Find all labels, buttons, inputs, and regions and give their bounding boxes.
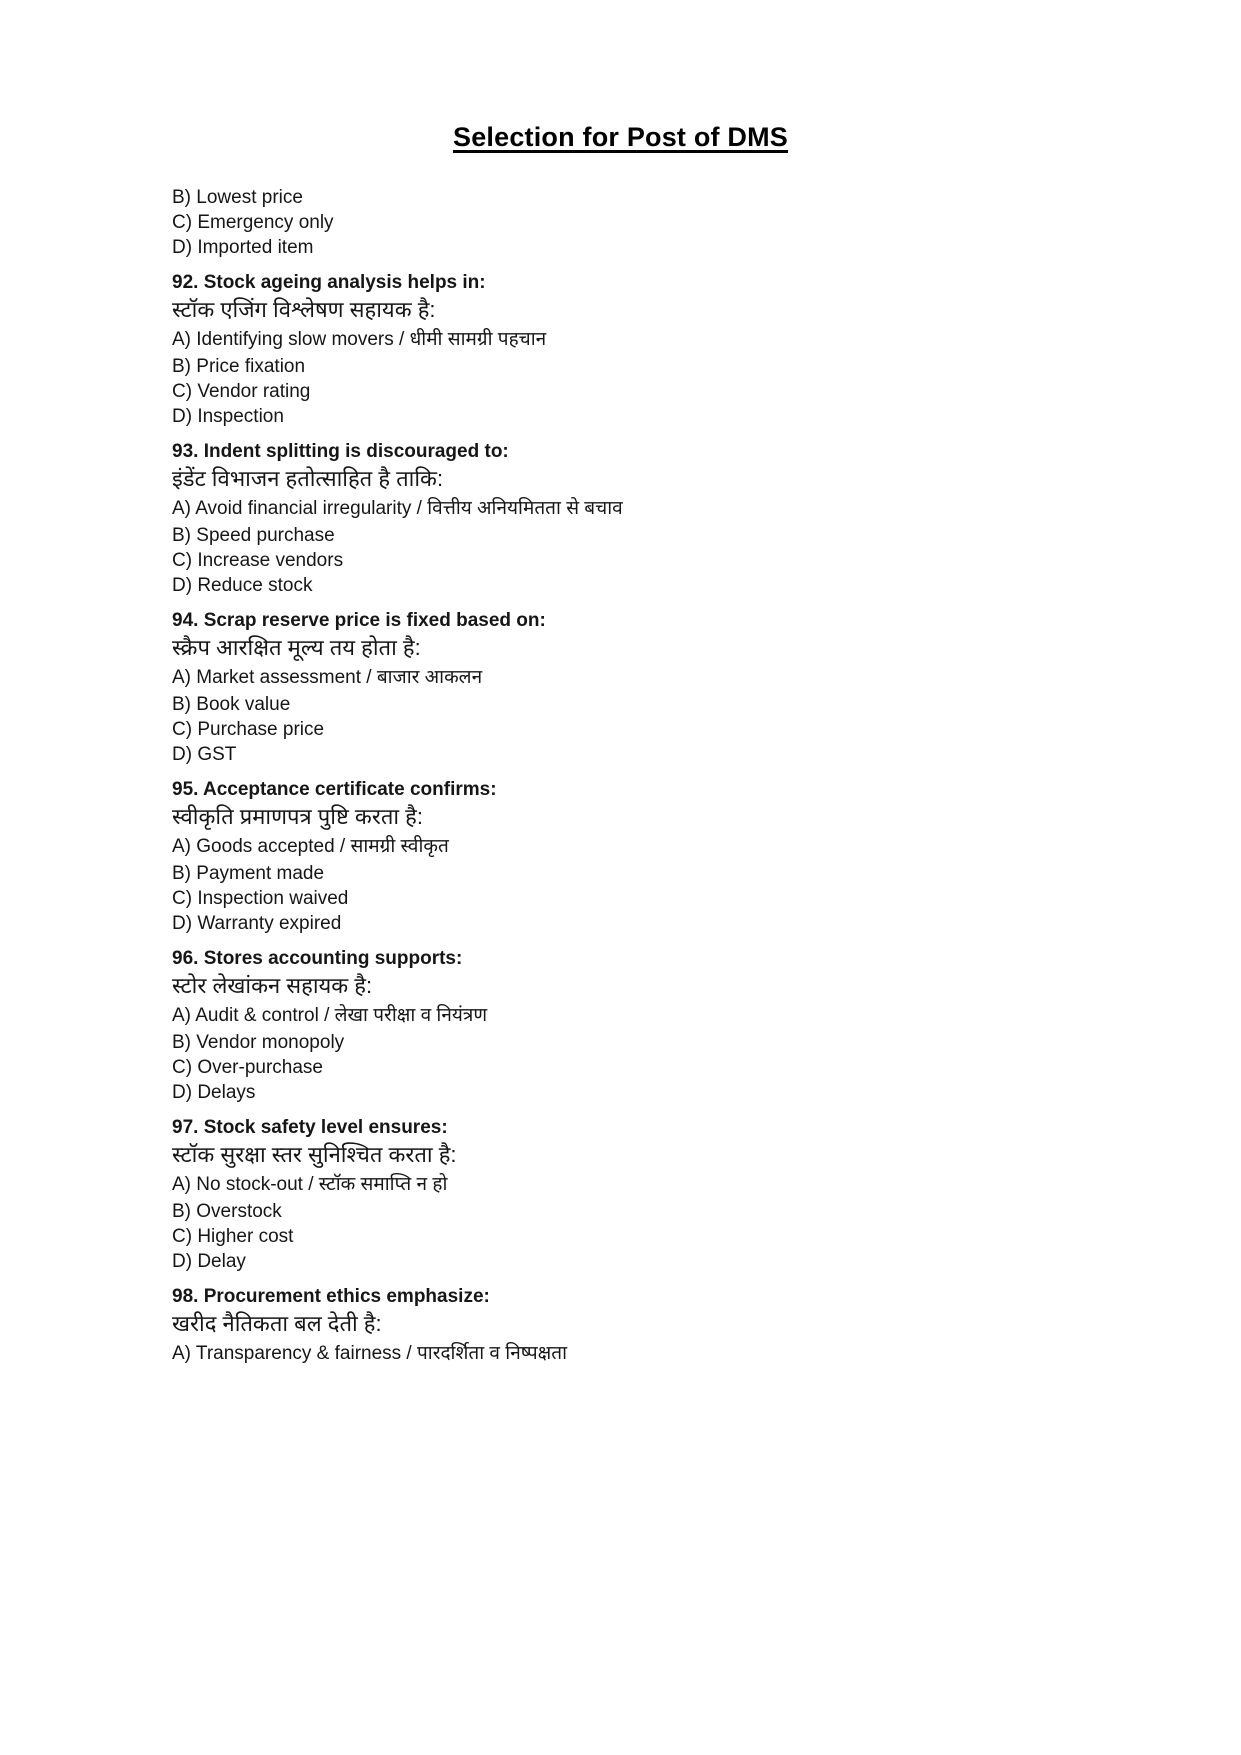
question-heading-hi: स्क्रैप आरक्षित मूल्य तय होता है:: [172, 635, 421, 660]
question-heading-en: 92. Stock ageing analysis helps in:: [172, 272, 486, 293]
question-93: [172, 439, 1121, 598]
question-option: B) Speed purchase: [172, 525, 335, 546]
question-heading-hi: स्टॉक सुरक्षा स्तर सुनिश्चित करता है:: [172, 1142, 457, 1167]
question-option: C) Vendor rating: [172, 381, 311, 402]
question-96: [172, 946, 1121, 1105]
question-option: A) Avoid financial irregularity / वित्तीय अनियमितता से बचाव: [172, 498, 623, 519]
question-heading-en: 98. Procurement ethics emphasize:: [172, 1286, 490, 1307]
question-option: D) Warranty expired: [172, 913, 342, 934]
question-option: A) Audit & control / लेखा परीक्षा व नियंत्रण: [172, 1005, 488, 1026]
carryover-options: [172, 185, 1121, 260]
question-option: D) Inspection: [172, 406, 284, 427]
question-heading-en: 94. Scrap reserve price is fixed based on:: [172, 610, 546, 631]
question-heading-hi: स्वीकृति प्रमाणपत्र पुष्टि करता है:: [172, 804, 423, 829]
page-content: [172, 185, 1121, 1368]
question-option: B) Lowest price: [172, 187, 303, 208]
question-option: C) Over-purchase: [172, 1057, 323, 1078]
question-option: D) Reduce stock: [172, 575, 313, 596]
question-98: [172, 1284, 1121, 1368]
question-option: C) Emergency only: [172, 212, 334, 233]
page-title: Selection for Post of DMS: [452, 122, 789, 152]
question-option: A) No stock-out / स्टॉक समाप्ति न हो: [172, 1174, 448, 1195]
question-option: D) Delay: [172, 1251, 246, 1272]
question-option: A) Identifying slow movers / धीमी सामग्री पहचान: [172, 329, 547, 350]
question-option: A) Goods accepted / सामग्री स्वीकृत: [172, 836, 449, 857]
question-option: A) Transparency & fairness / पारदर्शिता व निष्पक्षता: [172, 1343, 568, 1364]
question-heading-hi: खरीद नैतिकता बल देती है:: [172, 1311, 382, 1336]
question-option: D) Imported item: [172, 237, 314, 258]
question-heading-hi: स्टॉक एजिंग विश्लेषण सहायक है:: [172, 297, 436, 322]
question-option: C) Inspection waived: [172, 888, 349, 909]
question-option: C) Increase vendors: [172, 550, 344, 571]
question-option: B) Vendor monopoly: [172, 1032, 345, 1053]
question-option: B) Payment made: [172, 863, 325, 884]
question-option: D) Delays: [172, 1082, 256, 1103]
question-option: C) Higher cost: [172, 1226, 294, 1247]
question-option: C) Purchase price: [172, 719, 325, 740]
question-heading-en: 95. Acceptance certificate confirms:: [172, 779, 497, 800]
questions-list: [172, 270, 1121, 1368]
question-heading-hi: इंडेंट विभाजन हतोत्साहित है ताकि:: [172, 466, 444, 491]
question-heading-en: 93. Indent splitting is discouraged to:: [172, 441, 509, 462]
question-option: A) Market assessment / बाजार आकलन: [172, 667, 483, 688]
question-heading-hi: स्टोर लेखांकन सहायक है:: [172, 973, 373, 998]
question-option: B) Overstock: [172, 1201, 282, 1222]
question-92: [172, 270, 1121, 429]
question-option: B) Price fixation: [172, 356, 306, 377]
question-97: [172, 1115, 1121, 1274]
question-95: [172, 777, 1121, 936]
question-option: B) Book value: [172, 694, 291, 715]
question-heading-en: 96. Stores accounting supports:: [172, 948, 463, 969]
question-option: D) GST: [172, 744, 237, 765]
question-94: [172, 608, 1121, 767]
question-heading-en: 97. Stock safety level ensures:: [172, 1117, 448, 1138]
